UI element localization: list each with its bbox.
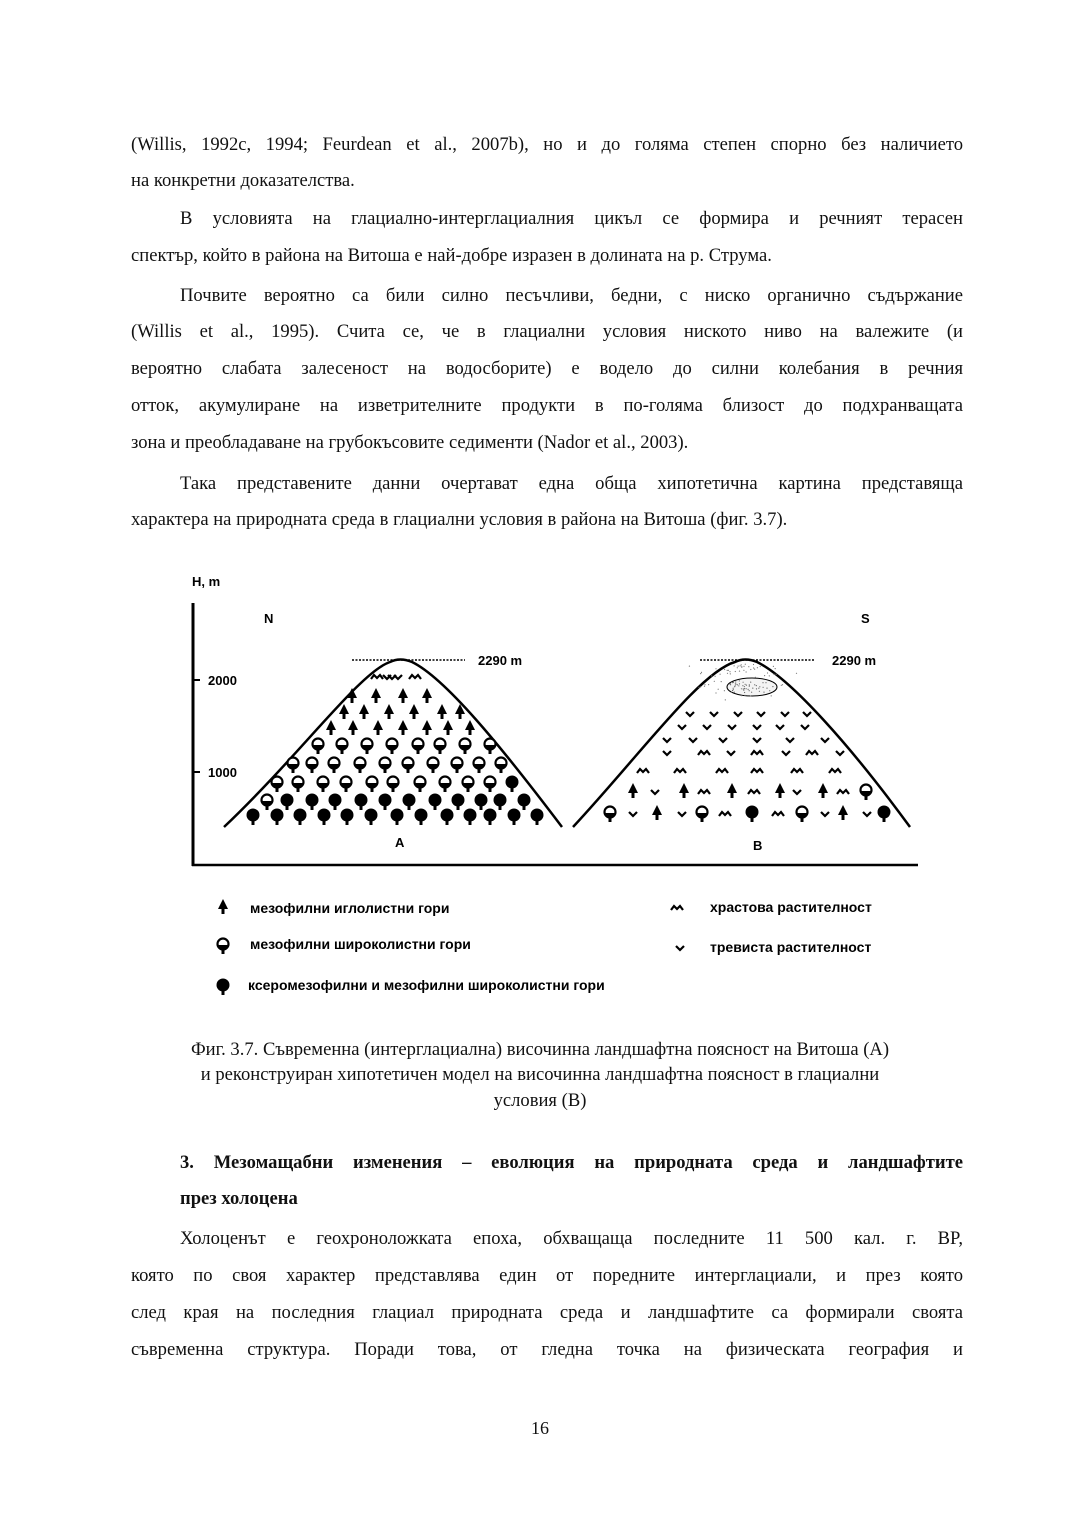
broadleaf-filled-icon xyxy=(379,794,392,811)
broadleaf-open-icon xyxy=(313,739,324,755)
grass-icon xyxy=(728,725,736,729)
broadleaf-open-icon xyxy=(440,777,451,793)
shrub-icon xyxy=(674,769,686,773)
shrub-icon xyxy=(671,906,683,910)
broadleaf-filled-icon xyxy=(403,794,416,811)
conifer-icon xyxy=(838,805,848,820)
grass-icon xyxy=(703,725,711,729)
legend-label-broadleaf-filled: ксеромезофилни и мезофилни широколистни гори xyxy=(248,977,605,993)
broadleaf-open-icon xyxy=(413,739,424,755)
broadleaf-open-icon xyxy=(415,777,426,793)
conifer-icon xyxy=(348,720,358,735)
grass-icon xyxy=(781,712,789,716)
broadleaf-filled-icon xyxy=(508,809,521,826)
grass-icon xyxy=(719,738,727,742)
text-line: зона и преобладаване на грубокъсовите седименти (Nador et al., 2003). xyxy=(131,432,689,453)
shrub-icon xyxy=(837,790,849,794)
grass-icon xyxy=(663,751,671,755)
shrub-icon xyxy=(772,812,784,816)
broadleaf-open-icon xyxy=(403,758,414,774)
caption-line: Фиг. 3.7. Съвременна (интерглациална) височинна ландшафтна поясност на Витоша (A) xyxy=(190,1039,890,1060)
legend-label-grass: тревиста растителност xyxy=(710,939,872,955)
grass-icon xyxy=(863,812,871,816)
shrub-icon xyxy=(751,769,763,773)
broadleaf-filled-icon xyxy=(429,794,442,811)
grass-icon xyxy=(727,751,735,755)
broadleaf-filled-icon xyxy=(441,809,454,826)
text-line: характера на природната среда в глациални условия в района на Витоша (фиг. 3.7). xyxy=(131,509,788,530)
conifer-icon xyxy=(384,704,394,719)
broadleaf-open-icon xyxy=(797,807,808,823)
conifer-icon xyxy=(339,704,349,719)
heading-line: 3. Мезомащабни изменения – еволюция на природната среда и ландшафтите xyxy=(180,1152,963,1173)
conifer-icon xyxy=(652,805,662,820)
panel-label-a: A xyxy=(395,835,405,850)
grass-icon xyxy=(678,812,686,816)
broadleaf-filled-icon xyxy=(365,809,378,826)
grass-icon xyxy=(801,725,809,729)
grass-icon xyxy=(757,712,765,716)
grass-icon xyxy=(836,751,844,755)
broadleaf-open-icon xyxy=(380,758,391,774)
conifer-icon xyxy=(818,783,828,798)
text-line: Така представените данни очертават една обща хипотетична картина представяща xyxy=(180,473,963,494)
conifer-icon xyxy=(373,720,383,735)
broadleaf-filled-icon xyxy=(494,794,507,811)
grass-icon xyxy=(803,712,811,716)
shrub-icon xyxy=(716,769,728,773)
text-line: Холоценът е геохроноложката епоха, обхващаща последните 11 500 кал. г. BP, xyxy=(180,1228,963,1249)
broadleaf-filled-icon xyxy=(329,794,342,811)
shrub-icon xyxy=(829,769,841,773)
broadleaf-filled-icon xyxy=(318,809,331,826)
conifer-icon xyxy=(371,688,381,703)
broadleaf-open-icon xyxy=(485,739,496,755)
broadleaf-filled-icon xyxy=(355,794,368,811)
broadleaf-open-icon xyxy=(288,758,299,774)
conifer-icon xyxy=(422,688,432,703)
grass-icon xyxy=(821,812,829,816)
text-line: Почвите вероятно са били силно песъчливи, бедни, с ниско органично съдържание xyxy=(180,285,963,306)
broadleaf-open-icon xyxy=(435,739,446,755)
legend-label-conifer: мезофилни иглолистни гори xyxy=(250,900,450,916)
grass-icon xyxy=(821,738,829,742)
panel-label-b: B xyxy=(753,838,763,853)
grass-icon xyxy=(629,812,637,816)
conifer-icon xyxy=(465,720,475,735)
broadleaf-filled-icon xyxy=(306,794,319,811)
broadleaf-open-icon xyxy=(272,777,283,793)
broadleaf-filled-icon xyxy=(878,806,891,823)
broadleaf-open-icon xyxy=(605,807,616,823)
broadleaf-open-icon xyxy=(341,777,352,793)
conifer-icon xyxy=(326,720,336,735)
broadleaf-filled-icon xyxy=(341,809,354,826)
broadleaf-open-icon xyxy=(362,739,373,755)
text-line: която по своя характер представлява един от поредните интерглациали, и през която xyxy=(131,1265,963,1286)
grass-icon xyxy=(793,790,801,794)
grass-icon xyxy=(776,725,784,729)
broadleaf-open-icon xyxy=(388,777,399,793)
grass-icon xyxy=(651,790,659,794)
grass-icon xyxy=(388,675,396,679)
shrub-icon xyxy=(698,790,710,794)
conifer-icon xyxy=(398,720,408,735)
shrub-icon xyxy=(806,751,818,755)
text-line: (Willis, 1992c, 1994; Feurdean et al., 2007b), но и до голяма степен спорно без наличието xyxy=(131,134,963,155)
broadleaf-open-icon xyxy=(463,777,474,793)
north-label: N xyxy=(264,611,274,626)
conifer-icon xyxy=(727,783,737,798)
broadleaf-open-icon xyxy=(460,739,471,755)
broadleaf-open-icon xyxy=(367,777,378,793)
broadleaf-filled-icon xyxy=(391,809,404,826)
broadleaf-open-icon xyxy=(496,758,507,774)
shrub-icon xyxy=(791,769,803,773)
text-line: спектър, който в района на Витоша е най-добре изразен в долината на р. Струма. xyxy=(131,245,772,266)
conifer-icon xyxy=(422,720,432,735)
conifer-icon xyxy=(398,688,408,703)
legend-label-broadleaf-open: мезофилни широколистни гори xyxy=(250,936,471,952)
text-line: след края на последния глациал природната среда и ландшафтите са формирали своята xyxy=(131,1302,963,1323)
y-tick-2000: 2000 xyxy=(208,673,237,688)
legend-label-shrub: храстова растителност xyxy=(710,899,872,915)
broadleaf-open-icon xyxy=(355,758,366,774)
grass-icon xyxy=(753,738,761,742)
broadleaf-filled-icon xyxy=(271,809,284,826)
broadleaf-open-icon xyxy=(485,777,496,793)
broadleaf-open-icon xyxy=(262,795,273,811)
text-line: на конкретни доказателства. xyxy=(131,170,355,191)
conifer-icon xyxy=(443,720,453,735)
broadleaf-open-icon xyxy=(697,807,708,823)
broadleaf-filled-icon xyxy=(415,809,428,826)
shrub-icon xyxy=(751,751,763,755)
broadleaf-filled-icon xyxy=(475,794,488,811)
conifer-icon xyxy=(437,704,447,719)
broadleaf-filled-icon xyxy=(294,809,307,826)
shrub-icon xyxy=(748,790,760,794)
text-line: (Willis et al., 1995). Счита се, че в глациални условия ниското ниво на валежите (и xyxy=(131,321,963,342)
broadleaf-open-icon xyxy=(318,777,329,793)
broadleaf-open-icon xyxy=(293,777,304,793)
shrub-icon xyxy=(409,675,421,679)
broadleaf-open-icon xyxy=(387,739,398,755)
caption-line: и реконструиран хипотетичен модел на височинна ландшафтна поясност в глациални xyxy=(200,1064,880,1085)
broadleaf-open-icon xyxy=(218,939,229,955)
peak-label-b: 2290 m xyxy=(832,653,877,668)
conifer-icon xyxy=(679,783,689,798)
broadleaf-filled-icon xyxy=(746,806,759,823)
conifer-icon xyxy=(775,783,785,798)
text-line: съвременна структура. Поради това, от гледна точка на физическата география и xyxy=(131,1339,963,1360)
conifer-icon xyxy=(409,704,419,719)
conifer-icon xyxy=(628,783,638,798)
vegetation-symbols xyxy=(247,675,891,825)
heading-line: през холоцена xyxy=(180,1188,298,1209)
broadleaf-open-icon xyxy=(337,739,348,755)
broadleaf-filled-icon xyxy=(452,794,465,811)
broadleaf-filled-icon xyxy=(247,809,260,826)
grass-icon xyxy=(782,751,790,755)
text-line: отток, акумулиране на изветрителните продукти в по-голяма близост до подхранващата xyxy=(131,395,963,416)
broadleaf-open-icon xyxy=(474,758,485,774)
grass-icon xyxy=(676,946,684,950)
shrub-icon xyxy=(698,751,710,755)
grass-icon xyxy=(663,738,671,742)
text-line: вероятно слабата залесеност на водосборите) е водело до силни колебания в речния xyxy=(131,358,963,379)
broadleaf-open-icon xyxy=(329,758,340,774)
caption-line: условия (B) xyxy=(493,1090,587,1111)
broadleaf-filled-icon xyxy=(217,979,230,996)
grass-icon xyxy=(786,738,794,742)
grass-icon xyxy=(710,712,718,716)
conifer-icon xyxy=(359,704,369,719)
broadleaf-filled-icon xyxy=(464,809,477,826)
broadleaf-filled-icon xyxy=(506,776,519,793)
broadleaf-open-icon xyxy=(452,758,463,774)
y-tick-1000: 1000 xyxy=(208,765,237,780)
grass-icon xyxy=(678,725,686,729)
broadleaf-filled-icon xyxy=(518,794,531,811)
grass-icon xyxy=(753,725,761,729)
grass-icon xyxy=(689,738,697,742)
broadleaf-open-icon xyxy=(428,758,439,774)
broadleaf-open-icon xyxy=(307,758,318,774)
grass-icon xyxy=(734,712,742,716)
grass-icon xyxy=(686,712,694,716)
page-number: 16 xyxy=(531,1418,549,1438)
broadleaf-filled-icon xyxy=(484,809,497,826)
peak-label-a: 2290 m xyxy=(478,653,523,668)
text-line: В условията на глациално-интерглациалния цикъл се формира и речният терасен xyxy=(180,208,963,229)
broadleaf-open-icon xyxy=(861,785,872,801)
shrub-icon xyxy=(719,812,731,816)
shrub-icon xyxy=(371,675,383,679)
conifer-icon xyxy=(218,899,228,914)
y-axis-label: H, m xyxy=(192,574,221,589)
south-label: S xyxy=(861,611,870,626)
shrub-icon xyxy=(637,769,649,773)
broadleaf-filled-icon xyxy=(281,794,294,811)
broadleaf-filled-icon xyxy=(531,809,544,826)
conifer-icon xyxy=(347,688,357,703)
